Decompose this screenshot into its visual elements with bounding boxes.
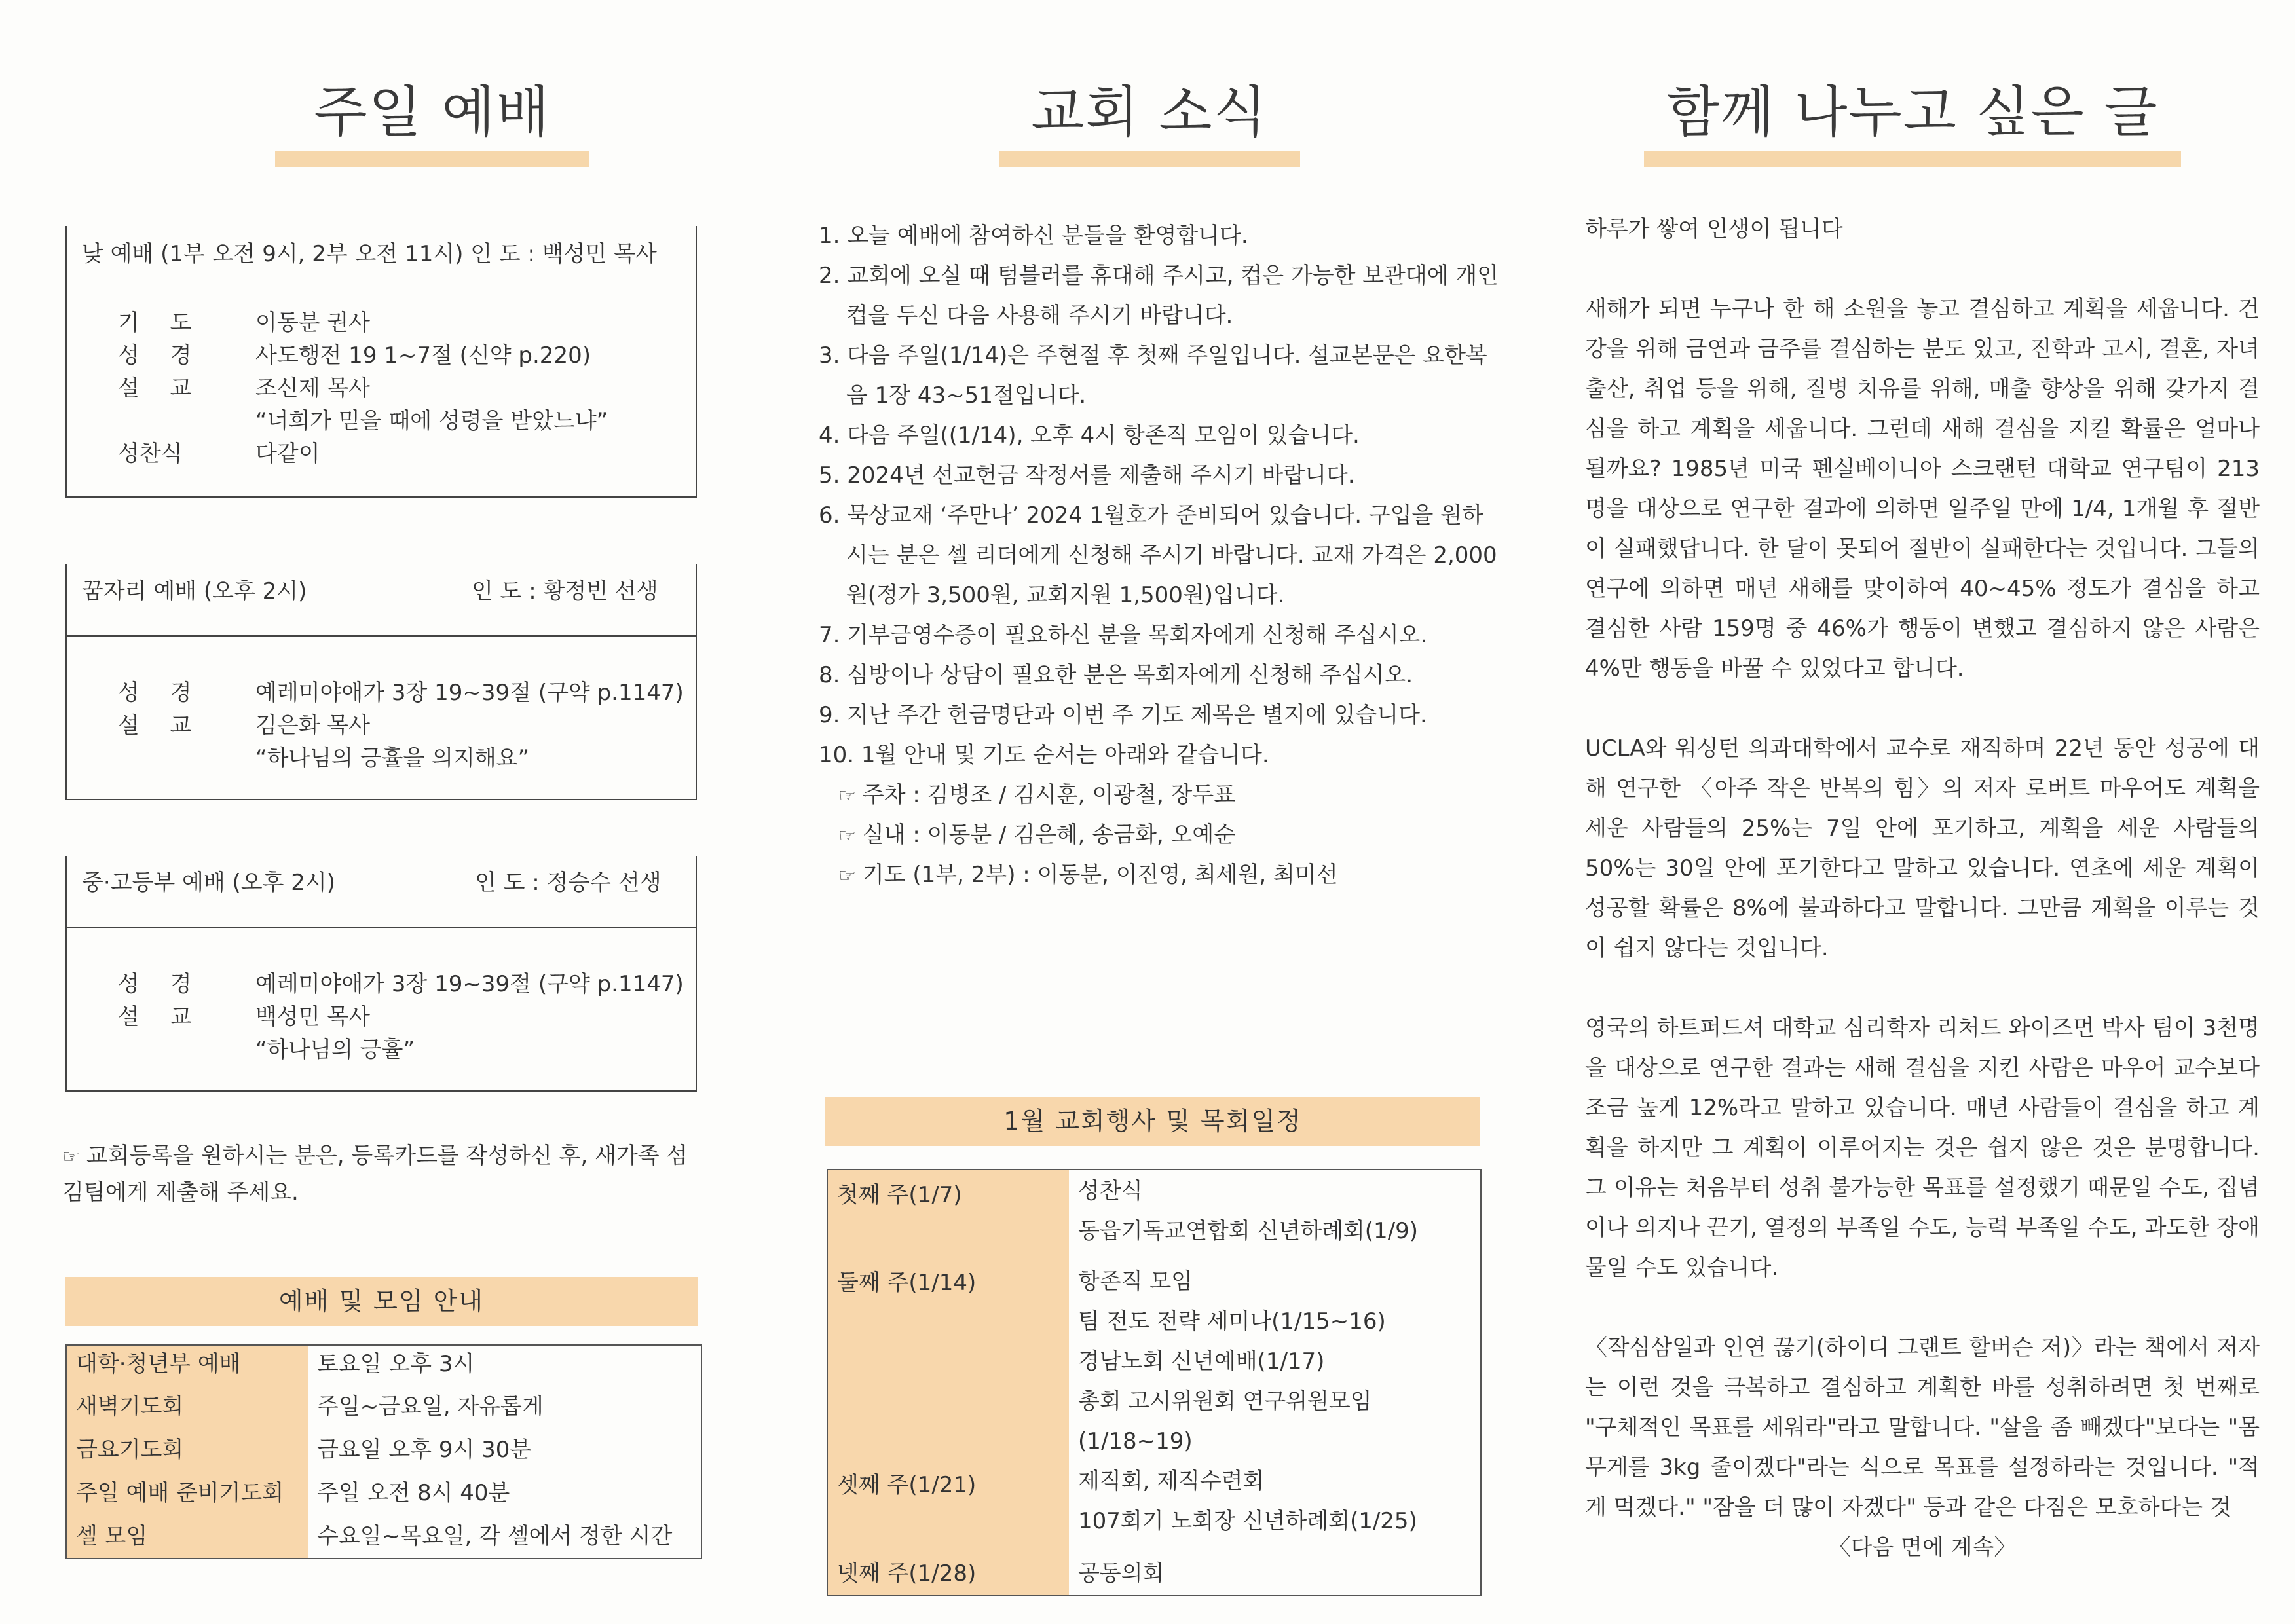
- youth-service-leader: 인 도 : 정승수 선생: [475, 870, 662, 896]
- schedule-item: 경남노회 신년예배(1/17): [1078, 1348, 1325, 1375]
- essay-title: 함께 나누고 싶은 글: [1666, 80, 2159, 144]
- kids-divider: [65, 635, 696, 637]
- kids-service-title: 꿈자리 예배 (오후 2시): [82, 578, 307, 604]
- schedule-items: [1069, 1170, 1481, 1262]
- row-value: 사도행전 19 1~7절 (신약 p.220): [255, 342, 591, 369]
- row-label: 성 경: [118, 680, 204, 706]
- worship-column: [62, 0, 711, 1624]
- duty-item: [819, 815, 1493, 856]
- duty-item: [819, 775, 1493, 816]
- table-row: [827, 1170, 1481, 1262]
- news-item: 10. 1월 안내 및 기도 순서는 아래와 같습니다.: [819, 742, 1269, 768]
- heading-underline: [1644, 151, 2181, 167]
- table-row: [827, 1552, 1481, 1596]
- pointing-hand-icon: ☞: [838, 784, 856, 807]
- row-value: 예레미야애가 3장 19~39절 (구약 p.1147): [255, 680, 684, 706]
- essay-subtitle: 하루가 쌓여 인생이 됩니다: [1585, 216, 1843, 242]
- meetings-title: 예배 및 모임 안내: [65, 1277, 698, 1326]
- row-value: 이동분 권사: [255, 310, 371, 336]
- table-row: [66, 1345, 701, 1388]
- essay-column: [1585, 0, 2260, 1624]
- row-label: 성찬식: [118, 441, 183, 467]
- schedule-week: 첫째 주(1/7): [827, 1170, 1069, 1262]
- sermon-title: “하나님의 긍휼을 의지해요”: [255, 745, 530, 771]
- table-row: [66, 1518, 701, 1559]
- row-value: 다같이: [255, 441, 320, 467]
- news-item: 4. 다음 주일((1/14), 오후 4시 항존직 모임이 있습니다.: [819, 422, 1360, 449]
- row-label: 성 경: [118, 971, 204, 997]
- essay-paragraph: [1585, 1328, 2260, 1528]
- duty-text: 주차 : 김병조 / 김시훈, 이광철, 장두표: [862, 782, 1236, 808]
- meeting-time: 금요일 오후 9시 30분: [317, 1437, 532, 1463]
- table-row: [66, 1475, 701, 1518]
- worship-heading: [275, 79, 589, 167]
- row-value: 예레미야애가 3장 19~39절 (구약 p.1147): [255, 971, 684, 997]
- meetings-table: [65, 1344, 702, 1559]
- duty-item: [819, 855, 1493, 896]
- row-label: 설 교: [118, 375, 204, 401]
- row-label: 기 도: [118, 310, 204, 336]
- row-label: 설 교: [118, 712, 204, 739]
- table-row: [66, 1388, 701, 1431]
- news-item: [819, 336, 1500, 416]
- meeting-time: 주일 오전 8시 40분: [317, 1480, 510, 1506]
- schedule-item: 총회 고시위원회 연구위원모임(1/18~19): [1078, 1388, 1372, 1454]
- schedule-item: 성찬식: [1078, 1178, 1143, 1204]
- schedule-item: 제직회, 제직수련회: [1078, 1468, 1265, 1494]
- news-item: [819, 496, 1500, 616]
- pointing-hand-icon: ☞: [838, 864, 856, 887]
- meeting-name: 대학·청년부 예배: [66, 1345, 308, 1388]
- news-text: 6. 묵상교재 ‘주만나’ 2024 1월호가 준비되어 있습니다. 구입을 원하시는 분은 셀 리더에게 신청해 주시기 바랍니다. 교재 가격은 2,000원(정가 3,500원, 교회지원 1,500원)입니다.: [819, 502, 1497, 608]
- news-text: 3. 다음 주일(1/14)은 주현절 후 첫째 주일입니다. 설교본문은 요한복음 1장 43~51절입니다.: [819, 342, 1487, 409]
- essay-paragraph: [1585, 289, 2260, 689]
- worship-title: 주일 예배: [314, 80, 551, 144]
- heading-underline: [999, 151, 1300, 167]
- schedule-table: [827, 1169, 1482, 1596]
- pointing-hand-icon: ☞: [838, 824, 856, 847]
- day-service-title: 낮 예배 (1부 오전 9시, 2부 오전 11시) 인 도 : 백성민 목사: [82, 241, 657, 267]
- meeting-name: 금요기도회: [66, 1431, 308, 1475]
- meeting-name: 주일 예배 준비기도회: [66, 1475, 308, 1518]
- news-item: 9. 지난 주간 헌금명단과 이번 주 기도 제목은 별지에 있습니다.: [819, 702, 1427, 728]
- essay-paragraph: [1585, 1008, 2260, 1288]
- news-item: 7. 기부금영수증이 필요하신 분을 목회자에게 신청해 주십시오.: [819, 622, 1428, 648]
- row-value: 김은화 목사: [255, 712, 371, 739]
- news-item: [819, 256, 1500, 336]
- meeting-name: 새벽기도회: [66, 1388, 308, 1431]
- news-heading: [999, 79, 1300, 167]
- registration-text: 교회등록을 원하시는 분은, 등록카드를 작성하신 후, 새가족 섬김팀에게 제출해 주세요.: [62, 1143, 688, 1206]
- pointing-hand-icon: ☞: [62, 1145, 80, 1168]
- schedule-item: 107회기 노회장 신년하례회(1/25): [1078, 1508, 1417, 1534]
- row-value: 조신제 목사: [255, 375, 371, 401]
- meeting-name: 셀 모임: [66, 1518, 308, 1559]
- essay-heading: [1644, 79, 2181, 167]
- schedule-item: 공동의회: [1078, 1560, 1165, 1587]
- table-row: [66, 1431, 701, 1475]
- duty-text: 기도 (1부, 2부) : 이동분, 이진영, 최세원, 최미선: [862, 862, 1338, 888]
- row-label: 설 교: [118, 1004, 204, 1030]
- paragraph-text: 새해가 되면 누구나 한 해 소원을 놓고 결심하고 계획을 세웁니다. 건강을 위해 금연과 금주를 결심하는 분도 있고, 진학과 고시, 결혼, 자녀 출산, 취업 등을 위해, 질병 치유를 위해, 매출 향상을 위해 갖가지 결심을 하고 계획을 세웁니다. 그런데 새해 결심을 지킬 확률은 얼마나 될까요? 1985년 미국 펜실베이니아 스크랜턴 대학교 연구팀이 213명을 대상으로 연구한 결과에 의하면 일주일 만에 1/4, 1개월 후 절반이 실패했답니다. 한 달이 못되어 절반이 실패한다는 것입니다. 그들의 연구에 의하면 매년 새해를 맞이하여 40~45% 정도가 결심을 하고 결심한 사람 159명 중 46%가 행동이 변했고 결심하지 않은 사람은 4%만 행동을 바꿀 수 있었다고 합니다.: [1585, 296, 2260, 682]
- row-label: 성 경: [118, 342, 204, 369]
- schedule-week: 둘째 주(1/14): [827, 1262, 1069, 1462]
- duty-text: 실내 : 이동분 / 김은혜, 송금화, 오예순: [862, 822, 1236, 848]
- paragraph-text: 영국의 하트퍼드셔 대학교 심리학자 리처드 와이즈먼 박사 팀이 3천명을 대상으로 연구한 결과는 새해 결심을 지킨 사람은 마우어 교수보다 조금 높게 12%라고 말하고 있습니다. 매년 사람들이 결심을 하고 계획을 하지만 그 계획이 이루어지는 것은 쉽지 않은 것은 분명합니다. 그 이유는 처음부터 성취 불가능한 목표를 설정했기 때문일 수도, 집념이나 의지나 끈기, 열정의 부족일 수도, 능력 부족일 수도, 과도한 장애물일 수도 있습니다.: [1585, 1015, 2260, 1281]
- meeting-time: 주일~금요일, 자유롭게: [317, 1393, 544, 1420]
- schedule-title: 1월 교회행사 및 목회일정: [825, 1097, 1480, 1146]
- table-row: [827, 1462, 1481, 1552]
- kids-service-leader: 인 도 : 황정빈 선생: [472, 578, 658, 604]
- youth-service-title: 중·고등부 예배 (오후 2시): [82, 870, 335, 896]
- paragraph-text: UCLA와 워싱턴 의과대학에서 교수로 재직하며 22년 동안 성공에 대해 연구한 〈아주 작은 반복의 힘〉의 저자 로버트 마우어도 계획을 세운 사람들의 25%는 7일 안에 포기하고, 계획을 세운 사람들의 50%는 30일 안에 포기한다고 말하고 있습니다. 연초에 세운 계획이 성공할 확률은 8%에 불과하다고 말합니다. 그만큼 계획을 이루는 것이 쉽지 않다는 것입니다.: [1585, 735, 2260, 961]
- continued-note: 〈다음 면에 계속〉: [1828, 1534, 2017, 1560]
- row-value: 백성민 목사: [255, 1004, 371, 1030]
- registration-note: [62, 1138, 691, 1210]
- sermon-title: “너희가 믿을 때에 성령을 받았느냐”: [255, 408, 608, 434]
- news-item: 8. 심방이나 상담이 필요한 분은 목회자에게 신청해 주십시오.: [819, 662, 1413, 688]
- paragraph-text: 〈작심삼일과 인연 끊기(하이디 그랜트 할버슨 저)〉라는 책에서 저자는 이런 것을 극복하고 결심하고 계획한 바를 성취하려면 첫 번째로 "구체적인 목표를 세워라"라고 말합니다. "살을 좀 빼겠다"보다는 "몸무게를 3kg 줄이겠다"라는 식으로 목표를 설정하라는 것입니다. "적게 먹겠다." "잠을 더 많이 자겠다" 등과 같은 다짐은 모호하다는 것: [1585, 1335, 2260, 1521]
- news-item: 5. 2024년 선교헌금 작정서를 제출해 주시기 바랍니다.: [819, 462, 1355, 489]
- schedule-items: [1069, 1262, 1481, 1462]
- meeting-time: 토요일 오후 3시: [317, 1351, 475, 1377]
- schedule-item: 동읍기독교연합회 신년하례회(1/9): [1078, 1218, 1419, 1244]
- news-column: [819, 0, 1500, 1624]
- schedule-items: [1069, 1462, 1481, 1552]
- news-item: 1. 오늘 예배에 참여하신 분들을 환영합니다.: [819, 223, 1248, 249]
- sermon-title: “하나님의 긍휼”: [255, 1037, 415, 1063]
- news-title: 교회 소식: [1031, 80, 1268, 144]
- table-row: [827, 1262, 1481, 1462]
- schedule-item: 항존직 모임: [1078, 1268, 1193, 1295]
- meeting-time: 수요일~목요일, 각 셀에서 정한 시간: [317, 1523, 673, 1549]
- schedule-week: 넷째 주(1/28): [827, 1552, 1069, 1596]
- schedule-item: 팀 전도 전략 세미나(1/15~16): [1078, 1308, 1386, 1335]
- essay-paragraph: [1585, 729, 2260, 969]
- schedule-week: 셋째 주(1/21): [827, 1462, 1069, 1552]
- schedule-items: [1069, 1552, 1481, 1596]
- heading-underline: [275, 151, 589, 167]
- news-text: 2. 교회에 오실 때 텀블러를 휴대해 주시고, 컵은 가능한 보관대에 개인컵을 두신 다음 사용해 주시기 바랍니다.: [819, 263, 1499, 329]
- youth-divider: [65, 927, 696, 928]
